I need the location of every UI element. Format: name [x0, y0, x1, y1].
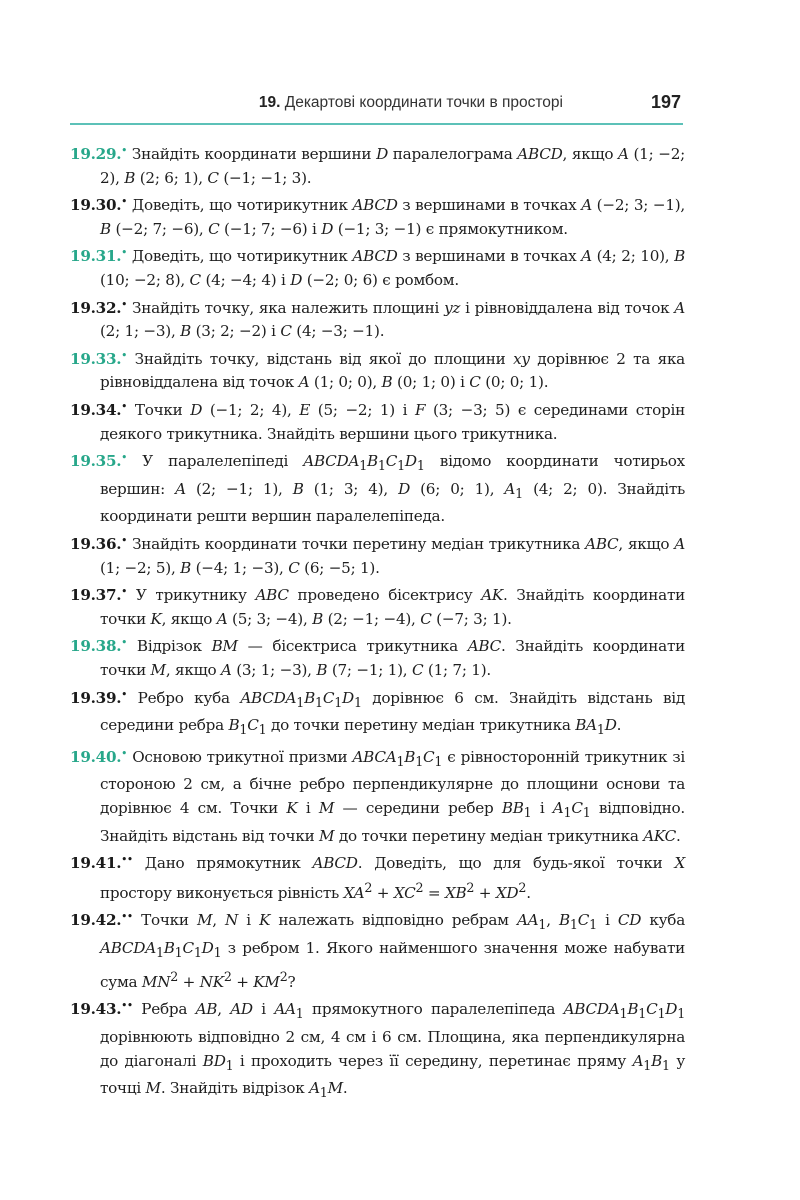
difficulty-mark: •: [121, 453, 128, 464]
difficulty-mark: •: [121, 535, 128, 546]
difficulty-mark: •: [121, 248, 128, 259]
problem-text: Ребра AB, AD і $AA_1$ прямокутного паралелепіпеда $ABCDA_1B_1C_1D_1$ дорівнюють відповідно 2 см, 4 см і 6 см. Площина, яка перпендикулярна до діагоналі $BD_1$ і проходить через її середину, перетинає пряму $A_1B_1$ у точці M. Знайдіть відрізок $A_1M$.: [100, 1000, 686, 1101]
problem-number: 19.36.•: [70, 534, 128, 553]
problem-text: Відрізок BM — бісектриса трикутника ABC. Знайдіть координати точки M, якщо A (3; 1; −3), B (7; −1; 1), C (1; 7; 1).: [100, 637, 685, 679]
difficulty-mark: •: [121, 350, 128, 361]
difficulty-mark: ••: [121, 912, 133, 923]
problem-text: Основою трикутної призми $ABCA_1B_1C_1$ є рівносторонній трикутник зі стороною 2 см, а бічне ребро перпендикулярне до площини основи та дорівнює 4 см. Точки K і M — середини ребер $BB_1$ і $A_1C_1$ відповідно. Знайдіть відстань від точки M до точки перетину медіан трикутника AKC.: [100, 747, 686, 845]
problem-text: Знайдіть точку, відстань від якої до площини xy дорівнює 2 та яка рівновіддалена від точок A (1; 0; 0), B (0; 1; 0) і C (0; 0; 1).: [100, 349, 685, 392]
problem-number: 19.32.•: [70, 298, 128, 317]
page-number: 197: [650, 92, 681, 112]
problem-number: 19.43.••: [70, 1000, 133, 1019]
problem-text: Знайдіть координати точки перетину медіан трикутника ABC, якщо A (1; −2; 5), B (−4; 1; −3), C (6; −5; 1).: [100, 534, 685, 577]
problem-item: [70, 530, 685, 580]
problem-number: 19.34.•: [70, 400, 128, 419]
problem-number: 19.41.••: [70, 854, 133, 873]
header-divider: [70, 123, 683, 125]
problem-item: [70, 191, 685, 241]
problem-item: [70, 294, 685, 344]
problem-text: Знайдіть координати вершини D паралелограма ABCD, якщо A (1; −2; 2), B (2; 6; 1), C (−1; −1; 3).: [100, 145, 685, 187]
chapter-number: 19.: [258, 94, 281, 111]
problem-number: 19.30.•: [70, 196, 128, 215]
problem-text: Точки D (−1; 2; 4), E (5; −2; 1) і F (3; −3; 5) є серединами сторін деякого трикутника. Знайдіть вершини цього трикутника.: [100, 400, 685, 443]
difficulty-mark: •: [121, 748, 128, 759]
problem-item: [70, 995, 685, 1104]
difficulty-mark: •: [121, 638, 128, 649]
problem-item: [70, 632, 685, 682]
problem-item: [70, 906, 685, 994]
problem-number: 19.33.•: [70, 349, 128, 368]
difficulty-mark: •: [121, 299, 128, 310]
difficulty-mark: •: [121, 587, 128, 598]
problem-item: [70, 396, 685, 446]
problem-item: [70, 242, 685, 292]
problem-text: Точки M, N і K належать відповідно ребрам $AA_1$, $B_1C_1$ і CD куба $ABCDA_1B_1C_1D_1$ з ребром 1. Якого найменшого значення може набувати сума $MN^2 + NK^2 + KM^2$?: [100, 911, 686, 991]
problem-item: [70, 849, 685, 905]
problem-number: 19.40.•: [70, 747, 128, 766]
problem-number: 19.38.•: [70, 637, 128, 656]
problem-number: 19.39.•: [70, 688, 128, 707]
difficulty-mark: •: [121, 689, 128, 700]
difficulty-mark: •: [121, 401, 128, 412]
problem-item: [70, 581, 685, 631]
difficulty-mark: ••: [121, 855, 133, 866]
problem-item: [70, 743, 685, 848]
difficulty-mark: •: [121, 146, 128, 156]
chapter-heading: [259, 94, 563, 112]
problem-text: Знайдіть точку, яка належить площині yz і рівновіддалена від точок A (2; 1; −3), B (3; 2; −2) і C (4; −3; −1).: [100, 298, 686, 341]
problem-item: [70, 447, 685, 529]
page-header: [70, 92, 683, 122]
problem-text: У паралелепіпеді $ABCDA_1B_1C_1D_1$ відомо координати чотирьох вершин: A (2; −1; 1), B (1; 3; 4), D (6; 0; 1), $A_1$ (4; 2; 0). Знайдіть координати решти вершин паралелепіпеда.: [100, 452, 685, 526]
problem-item: [70, 684, 685, 742]
problem-text: Дано прямокутник ABCD. Доведіть, що для будь-якої точки X простору виконується рівність $XA^2 + XC^2 = XB^2 + XD^2$.: [100, 854, 685, 902]
chapter-title: Декартові координати точки в просторі: [280, 94, 563, 111]
problem-number: 19.29.•: [70, 145, 128, 163]
problem-number: 19.37.•: [70, 586, 128, 605]
problem-text: У трикутнику ABC проведено бісектрису AK. Знайдіть координати точки K, якщо A (5; 3; −4), B (2; −1; −4), C (−7; 3; 1).: [100, 586, 685, 628]
problem-list: [70, 140, 685, 1106]
problem-item: [70, 345, 685, 395]
problem-number: 19.35.•: [70, 452, 128, 471]
problem-text: Ребро куба $ABCDA_1B_1C_1D_1$ дорівнює 6 см. Знайдіть відстань від середини ребра $B_1C_1$ до точки перетину медіан трикутника $BA_1D$.: [100, 688, 686, 738]
problem-item: [70, 140, 685, 190]
difficulty-mark: •: [121, 197, 128, 208]
difficulty-mark: ••: [121, 1001, 133, 1012]
problem-text: Доведіть, що чотирикутник ABCD з вершинами в точках A (−2; 3; −1), B (−2; 7; −6), C (−1; 7; −6) і D (−1; 3; −1) є прямокутником.: [100, 196, 685, 238]
problem-number: 19.42.••: [70, 911, 133, 930]
problem-number: 19.31.•: [70, 247, 128, 266]
problem-text: Доведіть, що чотирикутник ABCD з вершинами в точках A (4; 2; 10), B (10; −2; 8), C (4; −4; 4) і D (−2; 0; 6) є ромбом.: [100, 247, 686, 289]
